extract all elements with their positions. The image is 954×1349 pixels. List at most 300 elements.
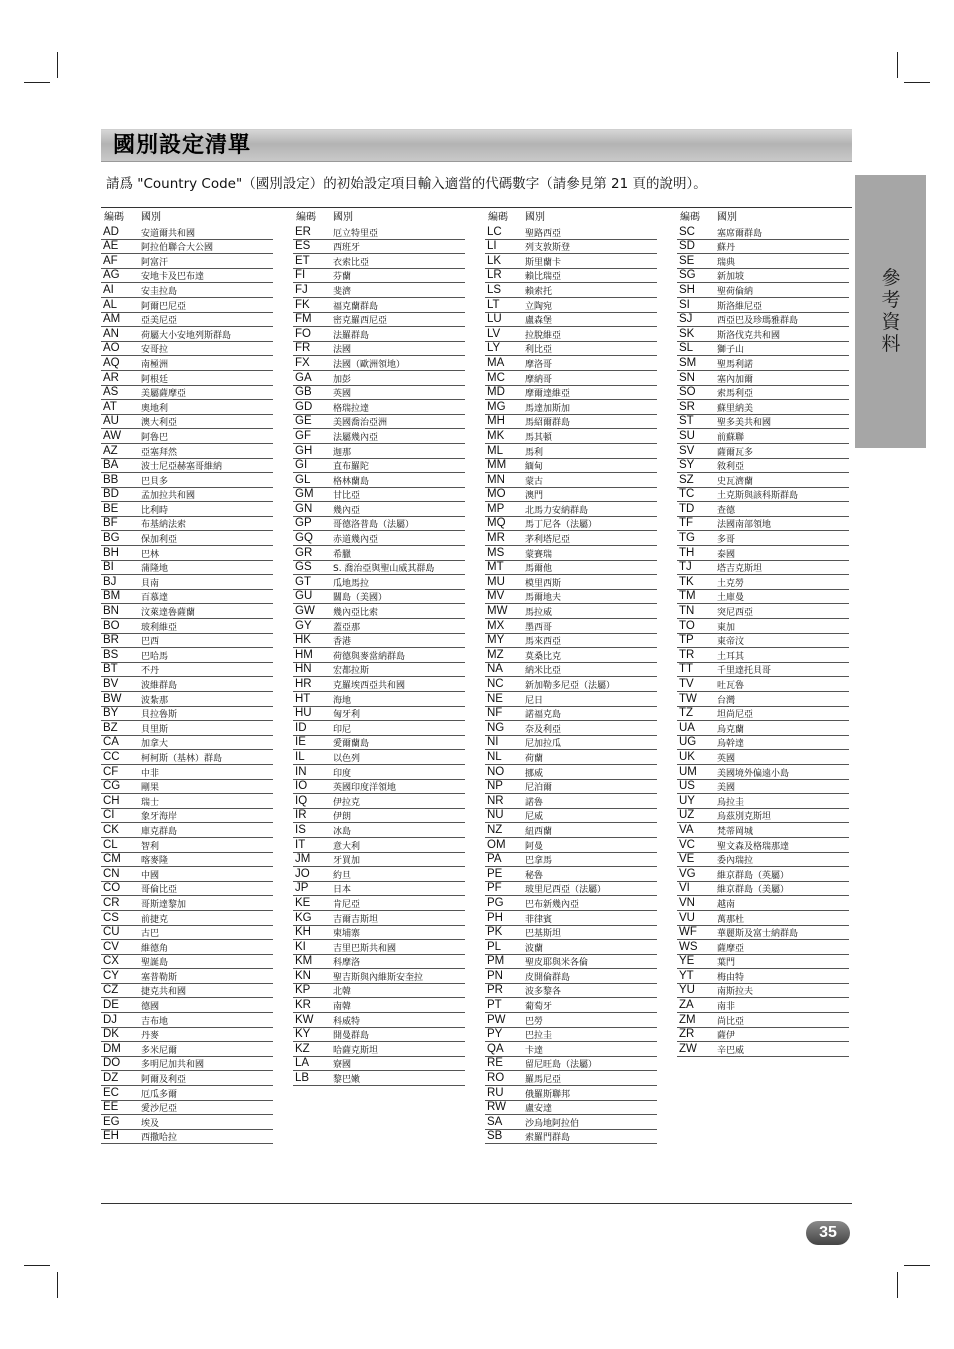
country-name: 玻利維亞 [141,622,178,633]
country-code: TK [679,575,694,588]
country-row [101,809,273,824]
country-name: 西撒哈拉 [141,1133,178,1144]
country-row [101,356,273,371]
country-code: JP [295,882,309,895]
country-row [101,984,273,999]
country-code: NF [487,707,503,720]
country-row [485,415,657,430]
country-name: 貝里斯 [141,724,169,735]
country-code: CK [103,823,119,836]
country-code: PF [487,882,502,895]
country-name: 孟加拉共和國 [141,491,196,502]
country-code: SD [679,240,695,253]
country-row [293,867,465,882]
country-row [293,590,465,605]
country-name: 史瓦濟蘭 [717,476,754,487]
country-row [485,634,657,649]
country-row [101,1071,273,1086]
country-code: RO [487,1072,505,1085]
country-code: HT [295,692,311,705]
country-name: 匈牙利 [333,710,361,721]
country-code: LU [487,313,502,326]
country-name: 梵蒂岡城 [717,826,754,837]
country-code: KW [295,1013,314,1026]
country-code: TW [679,692,697,705]
country-name: 荷蘭 [525,753,544,764]
country-name: 聖吉斯與內維斯安奎拉 [333,972,424,983]
country-row [293,604,465,619]
country-name: 諾福克島 [525,710,562,721]
crop-mark [24,82,50,83]
country-code: EG [103,1115,120,1128]
country-row [101,998,273,1013]
country-code: NR [487,794,504,807]
country-row [485,298,657,313]
country-code: UZ [679,809,695,822]
country-row [101,619,273,634]
country-row [485,400,657,415]
country-row [485,911,657,926]
country-code: FM [295,313,312,326]
country-row [485,1086,657,1101]
country-row [101,400,273,415]
country-row [293,692,465,707]
country-name: 塞席爾群島 [717,228,763,239]
country-code: TO [679,619,695,632]
country-name: 直布羅陀 [333,462,370,473]
country-row [293,969,465,984]
country-code: PR [487,984,503,997]
country-name: 喀麥隆 [141,856,169,867]
country-code: CL [103,838,118,851]
country-row [677,356,849,371]
country-row [101,969,273,984]
country-row [293,269,465,284]
country-row [293,1013,465,1028]
country-code: LT [487,298,500,311]
country-row [101,429,273,444]
country-name: 美國 [717,783,736,794]
country-row [293,984,465,999]
country-code: NI [487,736,499,749]
country-name: 英國印度洋領地 [333,783,397,794]
country-code: MT [487,561,504,574]
country-name: 東帝汶 [717,637,745,648]
country-name: 厄立特里亞 [333,228,379,239]
country-code: AN [103,327,119,340]
country-code: AT [103,400,117,413]
country-row [677,386,849,401]
country-code: MP [487,502,505,515]
country-name: 意大利 [333,841,361,852]
country-code: BR [103,634,119,647]
country-name: 萬那杜 [717,914,745,925]
country-name: 丹麥 [141,1031,160,1042]
country-code: MV [487,590,505,603]
country-code: BZ [103,721,118,734]
country-row [293,1042,465,1057]
country-name: 維德角 [141,943,169,954]
country-row [101,298,273,313]
country-row [677,867,849,882]
country-row [101,1057,273,1072]
country-name: 巴拉圭 [525,1031,553,1042]
country-name: 阿魯巴 [141,432,169,443]
country-name: 利比亞 [525,345,553,356]
country-row [485,313,657,328]
country-name: 紐西蘭 [525,826,553,837]
country-name: 台灣 [717,695,736,706]
country-row [293,225,465,240]
country-row [485,677,657,692]
country-name: 密克羅西尼亞 [333,316,388,327]
header-country: 國別 [333,212,353,223]
country-code: SC [679,225,695,238]
country-row [293,415,465,430]
country-row [101,283,273,298]
country-row [677,240,849,255]
country-code: MW [487,605,508,618]
country-row [485,838,657,853]
country-row [293,254,465,269]
country-code: BT [103,663,118,676]
country-row [101,342,273,357]
country-name: 北韓 [333,987,352,998]
country-code: VN [679,896,695,909]
country-name: 沙烏地阿拉伯 [525,1118,580,1129]
country-name: 日本 [333,885,352,896]
country-code: GB [295,386,312,399]
country-name: 新加坡 [717,272,745,283]
country-code: HR [295,678,312,690]
country-row [485,517,657,532]
country-name: 南韓 [333,1002,352,1013]
country-name: 巴拿馬 [525,856,553,867]
country-row [677,882,849,897]
country-row [293,634,465,649]
country-name: 卡達 [525,1045,544,1056]
country-row [293,1057,465,1072]
country-code: TF [679,517,694,530]
country-name: 菲律賓 [525,914,553,925]
country-row [677,911,849,926]
country-code: VG [679,867,696,880]
country-code: NC [487,678,504,690]
header-country: 國別 [717,212,737,223]
country-name: 波蘭 [525,943,544,954]
country-code: TH [679,546,695,559]
country-name: 安哥拉 [141,345,169,356]
country-name: 奈及利亞 [525,724,562,735]
country-row [485,750,657,765]
crop-mark [24,1265,50,1266]
country-row [485,1115,657,1130]
country-row [101,955,273,970]
country-row [677,794,849,809]
country-name: 皮開倫群島 [525,972,571,983]
country-name: 牙買加 [333,856,361,867]
country-name: 波多黎各 [525,987,562,998]
country-row [677,838,849,853]
header-code: 編碼 [680,212,700,223]
country-name: 緬甸 [525,462,544,473]
country-code: TR [679,648,695,661]
country-row [485,707,657,722]
country-name: 維京群島（英屬） [717,870,790,881]
country-code: AW [103,429,122,442]
country-name: 瑞典 [717,257,736,268]
country-code: AR [103,371,119,384]
country-name: 辛巴威 [717,1045,745,1056]
country-name: 法屬幾內亞 [333,432,379,443]
country-name: 貝南 [141,578,160,589]
country-name: 吉布地 [141,1016,169,1027]
country-code: MO [487,488,506,501]
page-number: 35 [806,1221,850,1245]
country-code: TC [679,488,695,501]
country-code: LB [295,1072,310,1085]
country-row [293,721,465,736]
country-code: BS [103,648,119,661]
country-code: HK [295,634,311,647]
country-code: SI [679,298,690,311]
country-name: 波維群島 [141,681,178,691]
country-code: ZM [679,1013,696,1026]
country-row [101,896,273,911]
country-row [485,386,657,401]
country-name: 伊朗 [333,812,352,823]
country-row [293,386,465,401]
country-row [485,765,657,780]
country-code: CX [103,955,119,968]
country-row [101,780,273,795]
country-name: 印尼 [333,724,352,735]
country-row [101,838,273,853]
country-name: 荷德與麥當納群島 [333,651,406,662]
country-name: 塞普勒斯 [141,972,178,983]
country-row [677,313,849,328]
country-name: 幾內亞 [333,505,361,516]
country-name: S. 喬治亞與聖山威其群島 [333,564,435,575]
country-row [101,1013,273,1028]
country-row [293,619,465,634]
country-name: 葉門 [717,958,736,969]
country-code: NO [487,765,505,778]
country-row [485,721,657,736]
country-row [677,327,849,342]
country-code: GF [295,429,311,442]
country-code: MU [487,575,505,588]
country-row [293,955,465,970]
country-code: US [679,780,695,793]
country-code: LR [487,269,502,282]
country-name: 馬其頓 [525,432,553,443]
country-row [677,809,849,824]
country-name: 土克斯與該科斯群島 [717,491,799,502]
country-code: TJ [679,561,692,574]
country-name: 摩洛哥 [525,359,553,370]
country-row [677,955,849,970]
country-row [485,1013,657,1028]
country-name: 西亞巴及珍瑪雅群島 [717,316,799,327]
country-row [293,940,465,955]
country-name: 迦那 [333,447,352,458]
country-name: 馬拉威 [525,608,553,619]
country-code: MG [487,400,506,413]
country-code: ID [295,721,307,734]
country-code: AG [103,269,120,282]
country-code: PH [487,911,503,924]
country-code: MY [487,634,505,647]
country-row [677,853,849,868]
country-name: 尼威 [525,812,544,823]
country-code: IL [295,750,305,763]
country-name: 巴貝多 [141,476,169,487]
country-code: SV [679,444,695,457]
country-code: BI [103,561,114,574]
country-code: AZ [103,444,118,457]
country-code: KH [295,926,311,939]
country-code: SN [679,371,695,384]
country-code: IN [295,765,307,778]
country-name: 肯尼亞 [333,899,361,910]
country-row [485,1101,657,1116]
country-code: SM [679,356,697,369]
country-name: 摩爾達維亞 [525,389,571,400]
country-row [101,502,273,517]
country-row [677,736,849,751]
country-row [485,736,657,751]
country-name: 梅由特 [717,972,745,983]
country-row [677,473,849,488]
country-code: PA [487,853,502,866]
country-name: 馬紹爾群島 [525,418,571,429]
country-name: 安地卡及巴布達 [141,272,205,283]
country-row [293,882,465,897]
crop-mark [57,1272,58,1298]
country-code: GM [295,488,314,501]
country-name: 布基納法索 [141,520,187,531]
country-row [485,955,657,970]
country-name: 幾內亞比索 [333,608,379,619]
country-row [101,327,273,342]
country-code: KI [295,940,306,953]
country-code: LI [487,240,497,253]
country-row [101,313,273,328]
country-name: 百慕達 [141,593,169,604]
country-code: ST [679,415,694,428]
country-name: 不丹 [141,666,160,677]
country-column-2 [293,210,465,1086]
country-name: 哥德洛普島（法屬） [333,520,415,531]
country-row [101,692,273,707]
country-code: OM [487,838,506,851]
country-name: 聖皮耶與米各倫 [525,958,589,969]
country-row [293,765,465,780]
country-name: 格瑞拉達 [333,403,370,414]
country-code: CY [103,969,119,982]
country-name: 希臘 [333,549,352,560]
country-row [293,780,465,795]
country-name: 巴林 [141,549,160,560]
country-row [485,429,657,444]
country-name: 愛沙尼亞 [141,1104,178,1115]
country-row [677,546,849,561]
country-name: 尼加拉瓜 [525,739,562,750]
header-country: 國別 [141,212,161,223]
country-name: 多明尼加共和國 [141,1060,205,1071]
country-row [293,1071,465,1086]
country-code: IS [295,823,306,836]
country-code: GW [295,605,315,618]
country-row [677,429,849,444]
country-row [677,926,849,941]
country-code: DO [103,1057,121,1070]
country-row [101,546,273,561]
country-row [101,1086,273,1101]
country-name: 海地 [333,695,352,706]
country-name: 哈薩克斯坦 [333,1045,379,1056]
country-code: KP [295,984,311,997]
country-row [101,1115,273,1130]
country-row [677,692,849,707]
country-code: AS [103,386,119,399]
country-row [293,371,465,386]
country-row [677,531,849,546]
country-code: AM [103,313,121,326]
country-name: 巴西 [141,637,160,648]
country-name: 貝拉魯斯 [141,710,178,721]
country-name: 留尼旺島（法屬） [525,1060,598,1071]
header-code: 編碼 [488,212,508,223]
country-row [293,575,465,590]
country-row [677,575,849,590]
country-row [485,444,657,459]
country-name: 尼泊爾 [525,783,553,794]
country-code: NG [487,721,505,734]
country-name: 蘇里納美 [717,403,754,414]
country-code: IR [295,809,307,822]
country-name: 阿根廷 [141,374,169,385]
country-row [101,517,273,532]
crop-mark [897,1272,898,1298]
country-row [485,502,657,517]
country-name: 馬爾他 [525,564,553,575]
country-code: ET [295,254,310,267]
country-code: ZA [679,999,694,1012]
country-code: UG [679,736,697,749]
country-code: SK [679,327,695,340]
country-name: 挪威 [525,768,544,779]
country-row [293,677,465,692]
country-code: TT [679,663,694,676]
country-code: KY [295,1028,311,1041]
country-row [293,400,465,415]
country-name: 哥斯達黎加 [141,899,187,910]
country-name: 馬達加斯加 [525,403,571,414]
country-name: 茅利塔尼亞 [525,535,571,546]
country-name: 甘比亞 [333,491,361,502]
country-name: 智利 [141,841,160,852]
country-code: KR [295,999,311,1012]
country-code: NZ [487,823,503,836]
country-row [677,998,849,1013]
country-row [101,473,273,488]
country-row [293,429,465,444]
country-name: 比利時 [141,505,169,516]
country-row [293,1028,465,1043]
country-row [677,502,849,517]
